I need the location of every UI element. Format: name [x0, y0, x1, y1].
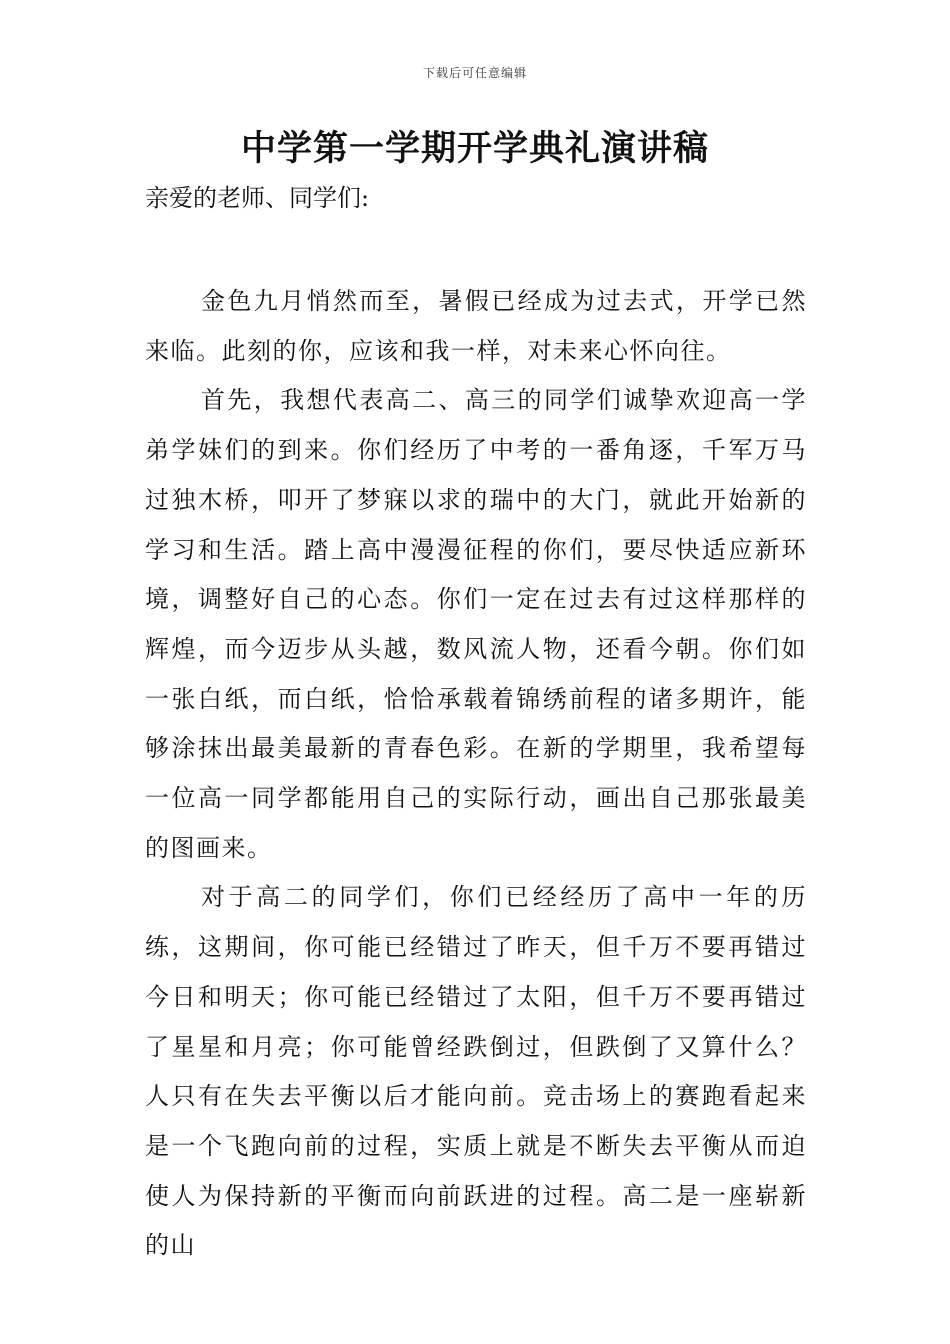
paragraph: 金色九月悄然而至，暑假已经成为过去式，开学已然来临。此刻的你，应该和我一样，对未来心怀向往。	[145, 287, 807, 365]
salutation: 亲爱的老师、同学们:	[145, 184, 370, 212]
paragraph: 对于高二的同学们，你们已经经历了高中一年的历练，这期间，你可能已经错过了昨天，但千万不要再错过今日和明天；你可能已经错过了太阳，但千万不要再错过了星星和月亮；你可能曾经跌倒过，但跌倒了又算什么？人只有在失去平衡以后才能向前。竞击场上的赛跑看起来是一个飞跑向前的过程，实质上就是不断失去平衡从而迫使人为保持新的平衡而向前跃进的过程。高二是一座崭新的山	[145, 883, 807, 1260]
page-title: 中学第一学期开学典礼演讲稿	[240, 129, 709, 169]
paragraph: 首先，我想代表高二、高三的同学们诚挚欢迎高一学弟学妹们的到来。你们经历了中考的一番角逐，千军万马过独木桥，叩开了梦寐以求的瑞中的大门，就此开始新的学习和生活。踏上高中漫漫征程的你们，要尽快适应新环境，调整好自己的心态。你们一定在过去有过这样那样的辉煌，而今迈步从头越，数风流人物，还看今朝。你们如一张白纸，而白纸，恰恰承载着锦绣前程的诸多期许，能够涂抹出最美最新的青春色彩。在新的学期里，我希望每一位高一同学都能用自己的实际行动，画出自己那张最美的图画来。	[145, 386, 807, 862]
header-note: 下载后可任意编辑	[422, 66, 527, 80]
body-text	[145, 277, 807, 1271]
